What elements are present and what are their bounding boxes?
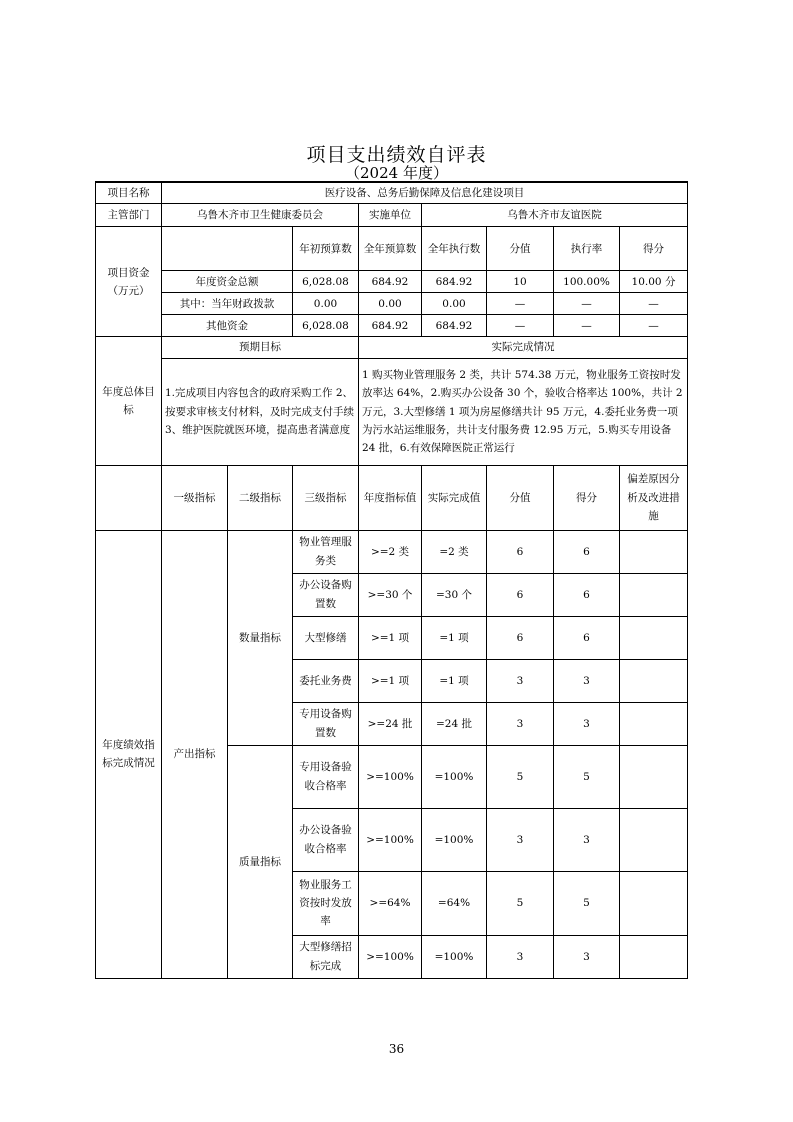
deviation-note	[620, 745, 688, 808]
level3-indicator: 办公设备验收合格率	[293, 808, 359, 871]
level2-indicator: 数量指标	[228, 530, 293, 745]
level3-indicator: 物业服务工资按时发放率	[293, 871, 359, 935]
indicator-header: 分值	[487, 465, 554, 530]
target-value: >=1 项	[359, 659, 422, 702]
weight-value: 6	[487, 573, 554, 616]
page-title: 项目支出绩效自评表	[306, 144, 487, 166]
level3-indicator: 专用设备购置数	[293, 702, 359, 745]
actual-goal-header: 实际完成情况	[359, 337, 688, 358]
page-number: 36	[388, 1042, 405, 1056]
performance-table	[95, 181, 688, 979]
score-value: 6	[554, 573, 620, 616]
score-value: 3	[554, 935, 620, 978]
indicator-header: 年度指标值	[359, 465, 422, 530]
target-value: >=30 个	[359, 573, 422, 616]
funds-cell: 100.00%	[554, 271, 620, 293]
funds-header: 分值	[487, 227, 554, 271]
funds-row-name: 年度资金总额	[162, 271, 293, 293]
weight-value: 3	[487, 808, 554, 871]
funds-header: 全年执行数	[422, 227, 487, 271]
indicator-header: 得分	[554, 465, 620, 530]
unit-label: 实施单位	[359, 204, 422, 227]
funds-row-name: 其中：当年财政拨款	[162, 293, 293, 315]
actual-value: =64%	[422, 871, 487, 935]
funds-cell: —	[620, 315, 688, 337]
indicator-header: 二级指标	[228, 465, 293, 530]
page-subtitle: （2024 年度）	[345, 164, 448, 182]
project-name: 医疗设备、总务后勤保障及信息化建设项目	[162, 182, 688, 204]
funds-cell: 0.00	[359, 293, 422, 315]
funds-cell: —	[620, 293, 688, 315]
level3-indicator: 专用设备验收合格率	[293, 745, 359, 808]
deviation-note	[620, 871, 688, 935]
level3-indicator: 办公设备购置数	[293, 573, 359, 616]
score-value: 6	[554, 530, 620, 573]
funds-cell: 10.00 分	[620, 271, 688, 293]
actual-value: =30 个	[422, 573, 487, 616]
level3-indicator: 委托业务费	[293, 659, 359, 702]
actual-value: =100%	[422, 808, 487, 871]
funds-cell: —	[554, 315, 620, 337]
target-value: >=24 批	[359, 702, 422, 745]
weight-value: 6	[487, 530, 554, 573]
target-value: >=64%	[359, 871, 422, 935]
weight-value: 3	[487, 702, 554, 745]
target-value: >=100%	[359, 935, 422, 978]
funds-header-blank	[162, 227, 293, 271]
funds-label: 项目资金（万元）	[96, 227, 162, 337]
funds-cell: 684.92	[422, 315, 487, 337]
project-name-label: 项目名称	[96, 182, 162, 204]
indicator-section-label: 年度绩效指标完成情况	[96, 530, 162, 978]
score-value: 3	[554, 659, 620, 702]
level3-indicator: 物业管理服务类	[293, 530, 359, 573]
actual-goal-text: 1 购买物业管理服务 2 类，共计 574.38 万元，物业服务工资按时发放率达 64%，2.购买办公设备 30 个，验收合格率达 100%，共计 2 万元，3.大型修缮 1 项为房屋修缮共计 95 万元，4.委托业务费一项为污水站运维服务，共计支付服务费 12.95 万元，5.购买专用设备 24 批，6.有效保障医院正常运行	[359, 358, 688, 465]
indicator-header-blank	[96, 465, 162, 530]
actual-value: =100%	[422, 745, 487, 808]
score-value: 3	[554, 702, 620, 745]
unit-value: 乌鲁木齐市友谊医院	[422, 204, 688, 227]
actual-value: =2 类	[422, 530, 487, 573]
score-value: 6	[554, 616, 620, 659]
level1-indicator: 产出指标	[162, 530, 228, 978]
indicator-header: 三级指标	[293, 465, 359, 530]
actual-value: =24 批	[422, 702, 487, 745]
deviation-note	[620, 808, 688, 871]
funds-header: 全年预算数	[359, 227, 422, 271]
deviation-note	[620, 935, 688, 978]
funds-cell: —	[487, 315, 554, 337]
funds-cell: 684.92	[359, 271, 422, 293]
level3-indicator: 大型修缮招标完成	[293, 935, 359, 978]
funds-header: 年初预算数	[293, 227, 359, 271]
deviation-note	[620, 573, 688, 616]
target-value: >=100%	[359, 745, 422, 808]
target-value: >=100%	[359, 808, 422, 871]
funds-cell: 0.00	[422, 293, 487, 315]
level2-indicator: 质量指标	[228, 745, 293, 978]
indicator-header: 偏差原因分析及改进措施	[620, 465, 688, 530]
funds-cell: 0.00	[293, 293, 359, 315]
deviation-note	[620, 659, 688, 702]
target-value: >=2 类	[359, 530, 422, 573]
score-value: 5	[554, 871, 620, 935]
funds-cell: 10	[487, 271, 554, 293]
funds-cell: 6,028.08	[293, 271, 359, 293]
deviation-note	[620, 530, 688, 573]
indicator-header: 一级指标	[162, 465, 228, 530]
weight-value: 6	[487, 616, 554, 659]
funds-cell: —	[487, 293, 554, 315]
weight-value: 5	[487, 745, 554, 808]
score-value: 3	[554, 808, 620, 871]
level3-indicator: 大型修缮	[293, 616, 359, 659]
funds-header: 执行率	[554, 227, 620, 271]
funds-cell: —	[554, 293, 620, 315]
weight-value: 5	[487, 871, 554, 935]
actual-value: =1 项	[422, 616, 487, 659]
weight-value: 3	[487, 659, 554, 702]
target-value: >=1 项	[359, 616, 422, 659]
dept-label: 主管部门	[96, 204, 162, 227]
dept-value: 乌鲁木齐市卫生健康委员会	[162, 204, 359, 227]
funds-row-name: 其他资金	[162, 315, 293, 337]
expected-goal-header: 预期目标	[162, 337, 359, 358]
actual-value: =1 项	[422, 659, 487, 702]
indicator-header: 实际完成值	[422, 465, 487, 530]
deviation-note	[620, 702, 688, 745]
funds-cell: 6,028.08	[293, 315, 359, 337]
deviation-note	[620, 616, 688, 659]
actual-value: =100%	[422, 935, 487, 978]
weight-value: 3	[487, 935, 554, 978]
goals-label: 年度总体目标	[96, 337, 162, 465]
funds-cell: 684.92	[359, 315, 422, 337]
score-value: 5	[554, 745, 620, 808]
funds-cell: 684.92	[422, 271, 487, 293]
funds-header: 得分	[620, 227, 688, 271]
expected-goal-text: 1.完成项目内容包含的政府采购工作 2、按要求审核支付材料，及时完成支付手续 3、维护医院就医环境，提高患者满意度	[162, 358, 359, 465]
